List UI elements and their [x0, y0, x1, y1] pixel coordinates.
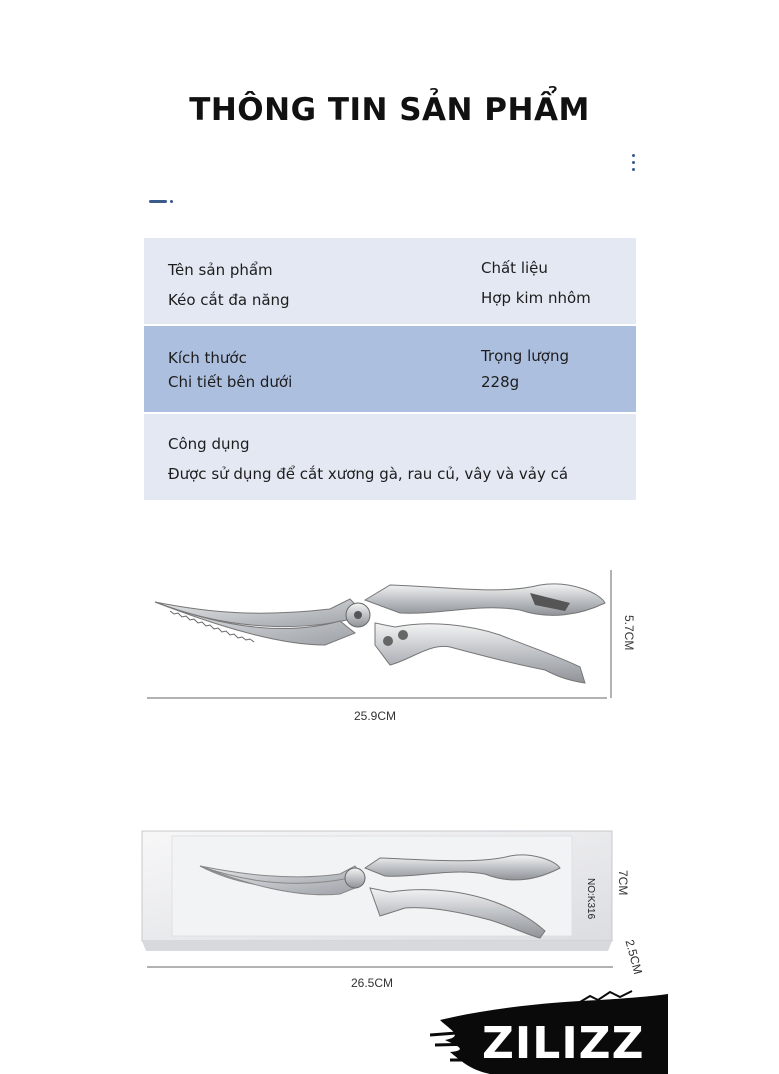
product-info-table [144, 238, 636, 502]
height-label-2: 7CM [616, 870, 630, 896]
brand-logo: ZILIZZ [482, 1018, 645, 1069]
size-value: Chi tiết bên dưới [168, 373, 293, 391]
vertical-dots-decoration [632, 154, 636, 175]
dash-decoration [149, 200, 167, 203]
product-name-label: Tên sản phẩm [168, 261, 273, 279]
material-label: Chất liệu [481, 259, 548, 277]
usage-label: Công dụng [168, 435, 250, 453]
material-value: Hợp kim nhôm [481, 289, 591, 307]
weight-value: 228g [481, 373, 520, 391]
weight-label: Trọng lượng [481, 347, 569, 365]
page-title: THÔNG TIN SẢN PHẨM [189, 92, 590, 128]
width-label-2: 26.5CM [351, 976, 394, 990]
model-number: NO:K316 [585, 878, 596, 920]
depth-label-2: 2.5CM [622, 938, 646, 976]
info-row-size-weight [144, 326, 636, 412]
width-label-1: 25.9CM [354, 709, 397, 723]
info-row-usage [144, 414, 636, 500]
dash-dot-decoration [170, 200, 173, 203]
size-label: Kích thước [168, 349, 247, 367]
dimension-lines-1 [145, 570, 615, 702]
product-name-value: Kéo cắt đa năng [168, 291, 290, 309]
height-label-1: 5.7CM [622, 615, 636, 651]
info-row-name-material [144, 238, 636, 324]
usage-value: Được sử dụng để cắt xương gà, rau củ, vây và vảy cá [168, 465, 569, 483]
dimension-lines-2 [145, 826, 625, 971]
